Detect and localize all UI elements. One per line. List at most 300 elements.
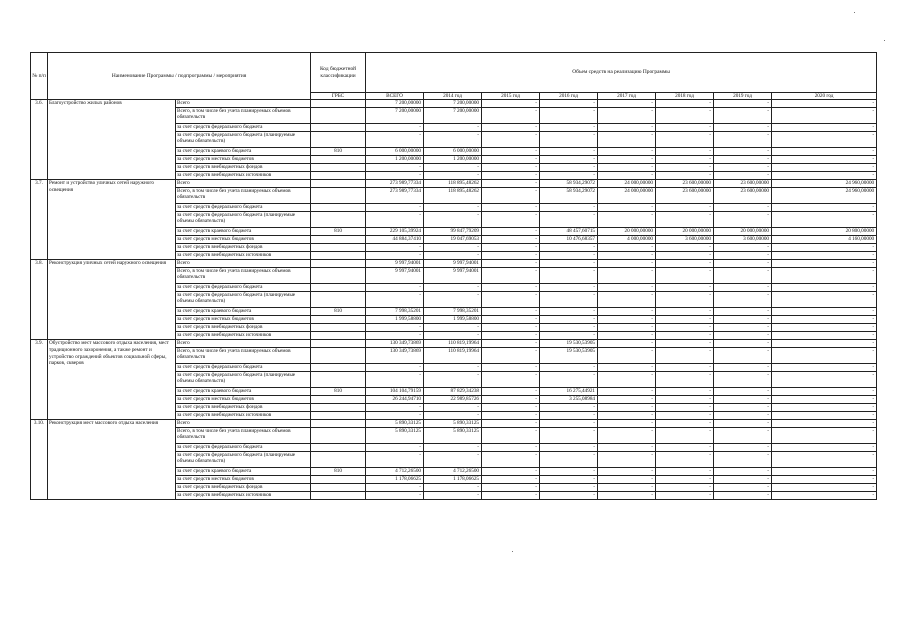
grbs-cell <box>311 324 366 332</box>
year-value-cell: - <box>772 132 877 148</box>
year-value-cell: - <box>772 348 877 364</box>
header-year-2015: 2015 год <box>482 93 540 100</box>
funding-source-label: за счет средств местных бюджетов <box>176 396 311 404</box>
year-value-cell: - <box>540 404 598 412</box>
grbs-cell <box>311 332 366 340</box>
funding-source-label: за счет средств краевого бюджета <box>176 468 311 476</box>
funding-source-label: за счет средств местных бюджетов <box>176 476 311 484</box>
year-value-cell: - <box>714 348 772 364</box>
year-value-cell: - <box>714 412 772 420</box>
year-value-cell: - <box>714 212 772 228</box>
section-number: 3.7. <box>31 180 48 260</box>
table-row <box>31 260 877 268</box>
total-cell: 1 999,58800 <box>366 316 424 324</box>
year-value-cell: - <box>482 100 540 108</box>
funding-source-label: за счет средств местных бюджетов <box>176 156 311 164</box>
grbs-cell <box>311 412 366 420</box>
year-value-cell: - <box>772 284 877 292</box>
year-value-cell: 23 600,00000 <box>656 188 714 204</box>
total-cell: 273 989,77334 <box>366 188 424 204</box>
year-value-cell: - <box>424 412 482 420</box>
year-value-cell: - <box>772 484 877 492</box>
year-value-cell: - <box>772 428 877 444</box>
total-cell: 4 712,26500 <box>366 468 424 476</box>
grbs-cell <box>311 340 366 348</box>
year-value-cell: - <box>598 452 656 468</box>
grbs-cell: 810 <box>311 308 366 316</box>
funding-source-label: за счет средств внебюджетных источников <box>176 172 311 180</box>
year-value-cell: - <box>482 348 540 364</box>
year-value-cell: - <box>772 252 877 260</box>
year-value-cell: - <box>598 364 656 372</box>
year-value-cell: - <box>482 484 540 492</box>
year-value-cell: 7 998,35201 <box>424 308 482 316</box>
total-cell: - <box>366 164 424 172</box>
year-value-cell: - <box>540 332 598 340</box>
year-value-cell: 23 600,00000 <box>656 180 714 188</box>
year-value-cell: - <box>598 388 656 396</box>
scan-speck <box>854 12 855 13</box>
year-value-cell: - <box>656 348 714 364</box>
year-value-cell: - <box>714 468 772 476</box>
year-value-cell: - <box>540 364 598 372</box>
funding-source-label: за счет средств внебюджетных источников <box>176 252 311 260</box>
year-value-cell: - <box>598 492 656 500</box>
year-value-cell: - <box>656 340 714 348</box>
total-cell: 5 890,33125 <box>366 428 424 444</box>
funding-source-label: Всего <box>176 100 311 108</box>
year-value-cell: - <box>656 388 714 396</box>
total-cell: 9 997,94001 <box>366 268 424 284</box>
year-value-cell: - <box>482 244 540 252</box>
year-value-cell: - <box>482 324 540 332</box>
year-value-cell: - <box>598 332 656 340</box>
total-cell: - <box>366 252 424 260</box>
year-value-cell: - <box>482 316 540 324</box>
year-value-cell: - <box>482 364 540 372</box>
grbs-cell <box>311 172 366 180</box>
year-value-cell: - <box>772 388 877 396</box>
grbs-cell <box>311 236 366 244</box>
year-value-cell: 22 989,85726 <box>424 396 482 404</box>
grbs-cell <box>311 100 366 108</box>
year-value-cell: - <box>482 340 540 348</box>
year-value-cell: - <box>540 172 598 180</box>
year-value-cell: - <box>482 164 540 172</box>
year-value-cell: - <box>772 172 877 180</box>
table-row <box>31 420 877 428</box>
year-value-cell: - <box>656 308 714 316</box>
year-value-cell: 19 047,69053 <box>424 236 482 244</box>
header-name: Наименование Программы / подпрограммы / мероприятия <box>48 53 311 100</box>
year-value-cell: - <box>482 108 540 124</box>
total-cell: - <box>366 324 424 332</box>
year-value-cell: - <box>540 268 598 284</box>
grbs-cell <box>311 212 366 228</box>
funding-source-label: Всего, в том числе без учета планируемых объемов обязательств <box>176 348 311 364</box>
year-value-cell: - <box>482 172 540 180</box>
total-cell: 6 000,00000 <box>366 148 424 156</box>
section-number: 3.9. <box>31 340 48 420</box>
grbs-cell <box>311 292 366 308</box>
total-cell: 26 244,94710 <box>366 396 424 404</box>
total-cell: - <box>366 244 424 252</box>
funding-source-label: Всего, в том числе без учета планируемых объемов обязательств <box>176 428 311 444</box>
year-value-cell: - <box>772 492 877 500</box>
year-value-cell: - <box>714 164 772 172</box>
year-value-cell: - <box>540 148 598 156</box>
year-value-cell: - <box>656 284 714 292</box>
year-value-cell: - <box>772 308 877 316</box>
year-value-cell: - <box>598 252 656 260</box>
header-year-2016: 2016 год <box>540 93 598 100</box>
year-value-cell: - <box>598 420 656 428</box>
year-value-cell: - <box>482 492 540 500</box>
year-value-cell: - <box>482 236 540 244</box>
total-cell: 44 884,37410 <box>366 236 424 244</box>
year-value-cell: - <box>772 100 877 108</box>
year-value-cell: - <box>424 212 482 228</box>
year-value-cell: - <box>656 268 714 284</box>
funding-source-label: за счет средств федерального бюджета <box>176 204 311 212</box>
funding-source-label: за счет средств краевого бюджета <box>176 148 311 156</box>
year-value-cell: - <box>714 156 772 164</box>
year-value-cell: - <box>714 340 772 348</box>
year-value-cell: - <box>424 164 482 172</box>
grbs-cell: 810 <box>311 468 366 476</box>
funding-source-label: за счет средств краевого бюджета <box>176 308 311 316</box>
year-value-cell: 10 476,68357 <box>540 236 598 244</box>
year-value-cell: - <box>482 228 540 236</box>
grbs-cell <box>311 188 366 204</box>
year-value-cell: - <box>598 108 656 124</box>
grbs-cell <box>311 244 366 252</box>
year-value-cell: - <box>656 324 714 332</box>
budget-table-sheet <box>30 52 877 500</box>
grbs-cell <box>311 364 366 372</box>
year-value-cell: - <box>540 492 598 500</box>
total-cell: - <box>366 452 424 468</box>
year-value-cell: - <box>656 476 714 484</box>
year-value-cell: - <box>598 372 656 388</box>
year-value-cell: - <box>540 324 598 332</box>
year-value-cell: - <box>772 404 877 412</box>
year-value-cell: - <box>656 172 714 180</box>
year-value-cell: 24 960,00000 <box>772 180 877 188</box>
year-value-cell: - <box>714 396 772 404</box>
year-value-cell: - <box>424 404 482 412</box>
total-cell: - <box>366 492 424 500</box>
year-value-cell: - <box>598 484 656 492</box>
year-value-cell: - <box>540 420 598 428</box>
total-cell: 229 105,39924 <box>366 228 424 236</box>
grbs-cell <box>311 268 366 284</box>
year-value-cell: - <box>540 124 598 132</box>
funding-source-label: Всего <box>176 180 311 188</box>
year-value-cell: - <box>540 212 598 228</box>
year-value-cell: 19 530,53905 <box>540 340 598 348</box>
total-cell: 1 178,06625 <box>366 476 424 484</box>
grbs-cell: 810 <box>311 388 366 396</box>
header-year-2017: 2017 год <box>598 93 656 100</box>
grbs-cell <box>311 284 366 292</box>
total-cell: - <box>366 292 424 308</box>
grbs-cell <box>311 452 366 468</box>
year-value-cell: - <box>482 372 540 388</box>
year-value-cell: - <box>424 124 482 132</box>
year-value-cell: - <box>482 204 540 212</box>
table-body <box>31 100 877 500</box>
year-value-cell: - <box>482 468 540 476</box>
year-value-cell: - <box>540 372 598 388</box>
total-cell: 104 104,79159 <box>366 388 424 396</box>
section-number: 3.8. <box>31 260 48 340</box>
year-value-cell: - <box>482 156 540 164</box>
year-value-cell: - <box>482 212 540 228</box>
funding-source-label: за счет средств краевого бюджета <box>176 228 311 236</box>
year-value-cell: - <box>656 132 714 148</box>
year-value-cell: - <box>656 212 714 228</box>
total-cell: 5 890,33125 <box>366 420 424 428</box>
year-value-cell: - <box>598 212 656 228</box>
year-value-cell: - <box>772 420 877 428</box>
year-value-cell: - <box>540 244 598 252</box>
grbs-cell <box>311 260 366 268</box>
funding-source-label: за счет средств внебюджетных фондов <box>176 164 311 172</box>
year-value-cell: 24 960,00000 <box>772 188 877 204</box>
year-value-cell: - <box>656 396 714 404</box>
year-value-cell: - <box>714 172 772 180</box>
year-value-cell: - <box>714 444 772 452</box>
year-value-cell: - <box>540 452 598 468</box>
year-value-cell: - <box>598 260 656 268</box>
year-value-cell: - <box>482 188 540 204</box>
grbs-cell <box>311 372 366 388</box>
total-cell: - <box>366 412 424 420</box>
year-value-cell: - <box>714 476 772 484</box>
year-value-cell: - <box>772 364 877 372</box>
year-value-cell: - <box>714 324 772 332</box>
funding-source-label: за счет средств федерального бюджета <box>176 364 311 372</box>
year-value-cell: - <box>714 244 772 252</box>
year-value-cell: 9 997,94001 <box>424 268 482 284</box>
year-value-cell: 99 847,79209 <box>424 228 482 236</box>
year-value-cell: 7 200,00000 <box>424 100 482 108</box>
header-num: № п/п <box>31 53 48 100</box>
year-value-cell: - <box>424 204 482 212</box>
year-value-cell: 5 890,33125 <box>424 428 482 444</box>
total-cell: - <box>366 372 424 388</box>
year-value-cell: - <box>772 268 877 284</box>
year-value-cell: - <box>424 252 482 260</box>
year-value-cell: - <box>714 428 772 444</box>
year-value-cell: 58 934,29072 <box>540 180 598 188</box>
year-value-cell: - <box>598 156 656 164</box>
year-value-cell: - <box>714 252 772 260</box>
year-value-cell: - <box>540 164 598 172</box>
year-value-cell: 5 890,33125 <box>424 420 482 428</box>
grbs-cell <box>311 252 366 260</box>
funding-source-label: за счет средств внебюджетных фондов <box>176 484 311 492</box>
year-value-cell: - <box>714 124 772 132</box>
funding-source-label: Всего, в том числе без учета планируемых объемов обязательств <box>176 108 311 124</box>
year-value-cell: - <box>656 108 714 124</box>
table-row <box>31 100 877 108</box>
year-value-cell: - <box>598 204 656 212</box>
year-value-cell: - <box>656 404 714 412</box>
total-cell: 7 998,35201 <box>366 308 424 316</box>
year-value-cell: - <box>540 308 598 316</box>
year-value-cell: - <box>714 132 772 148</box>
total-cell: 7 200,00000 <box>366 100 424 108</box>
year-value-cell: 24 000,00000 <box>598 180 656 188</box>
year-value-cell: - <box>540 156 598 164</box>
year-value-cell: - <box>656 244 714 252</box>
year-value-cell: - <box>540 252 598 260</box>
year-value-cell: - <box>598 132 656 148</box>
year-value-cell: 20 000,00000 <box>714 228 772 236</box>
year-value-cell: - <box>656 260 714 268</box>
header-year-2020: 2020 год <box>772 93 877 100</box>
year-value-cell: - <box>714 292 772 308</box>
year-value-cell: - <box>424 132 482 148</box>
year-value-cell: 6 000,00000 <box>424 148 482 156</box>
grbs-cell: 810 <box>311 148 366 156</box>
year-value-cell: - <box>598 396 656 404</box>
year-value-cell: - <box>598 244 656 252</box>
budget-table <box>30 52 877 500</box>
year-value-cell: - <box>772 372 877 388</box>
grbs-cell <box>311 180 366 188</box>
header-kbk: Код бюджетной классификации <box>311 53 366 93</box>
year-value-cell: - <box>598 324 656 332</box>
funding-source-label: за счет средств краевого бюджета <box>176 388 311 396</box>
total-cell: - <box>366 212 424 228</box>
section-title: Обустройство мест массового отдыха населения, мест традиционного захоронения, а также ремонт и устройство ограждений объектов социальной сферы, парков, скверов <box>48 340 176 420</box>
year-value-cell: - <box>772 108 877 124</box>
year-value-cell: - <box>482 452 540 468</box>
funding-source-label: Всего, в том числе без учета планируемых объемов обязательств <box>176 268 311 284</box>
grbs-cell <box>311 420 366 428</box>
total-cell: - <box>366 172 424 180</box>
header-year-2014: 2014 год <box>424 93 482 100</box>
funding-source-label: Всего, в том числе без учета планируемых объемов обязательств <box>176 188 311 204</box>
funding-source-label: за счет средств федерального бюджета (планируемые объемы обязательств) <box>176 132 311 148</box>
year-value-cell: - <box>424 332 482 340</box>
year-value-cell: 118 895,48262 <box>424 188 482 204</box>
year-value-cell: - <box>482 412 540 420</box>
year-value-cell: - <box>482 476 540 484</box>
grbs-cell <box>311 348 366 364</box>
scan-speck <box>884 40 885 41</box>
year-value-cell: - <box>540 292 598 308</box>
year-value-cell: - <box>714 308 772 316</box>
year-value-cell: - <box>424 172 482 180</box>
year-value-cell: - <box>714 452 772 468</box>
year-value-cell: 3 600,00000 <box>656 236 714 244</box>
year-value-cell: - <box>772 316 877 324</box>
year-value-cell: - <box>656 420 714 428</box>
year-value-cell: - <box>714 260 772 268</box>
year-value-cell: - <box>656 332 714 340</box>
funding-source-label: Всего <box>176 340 311 348</box>
total-cell: - <box>366 124 424 132</box>
total-cell: 7 200,00000 <box>366 108 424 124</box>
year-value-cell: 1 999,58800 <box>424 316 482 324</box>
year-value-cell: - <box>772 164 877 172</box>
year-value-cell: - <box>714 100 772 108</box>
year-value-cell: 3 600,00000 <box>714 236 772 244</box>
year-value-cell: - <box>482 180 540 188</box>
grbs-cell <box>311 484 366 492</box>
funding-source-label: за счет средств федерального бюджета <box>176 124 311 132</box>
funding-source-label: Всего <box>176 420 311 428</box>
total-cell: - <box>366 132 424 148</box>
grbs-cell <box>311 108 366 124</box>
year-value-cell: - <box>540 428 598 444</box>
year-value-cell: - <box>482 404 540 412</box>
funding-source-label: за счет средств федерального бюджета (планируемые объемы обязательств) <box>176 372 311 388</box>
year-value-cell: - <box>772 452 877 468</box>
year-value-cell: - <box>598 316 656 324</box>
year-value-cell: - <box>482 148 540 156</box>
grbs-cell <box>311 476 366 484</box>
year-value-cell: - <box>598 468 656 476</box>
year-value-cell: - <box>714 284 772 292</box>
year-value-cell: 48 457,60715 <box>540 228 598 236</box>
funding-source-label: за счет средств внебюджетных фондов <box>176 404 311 412</box>
year-value-cell: 4 000,00000 <box>598 236 656 244</box>
year-value-cell: - <box>714 268 772 284</box>
year-value-cell: - <box>714 364 772 372</box>
year-value-cell: - <box>772 148 877 156</box>
year-value-cell: - <box>540 412 598 420</box>
year-value-cell: 1 200,00000 <box>424 156 482 164</box>
year-value-cell: - <box>656 156 714 164</box>
grbs-cell <box>311 316 366 324</box>
year-value-cell: - <box>482 268 540 284</box>
section-title: Реконструкция мест массового отдыха населения <box>48 420 176 500</box>
year-value-cell: - <box>772 332 877 340</box>
year-value-cell: - <box>656 148 714 156</box>
total-cell: 130 349,73869 <box>366 340 424 348</box>
year-value-cell: - <box>482 260 540 268</box>
year-value-cell: - <box>598 284 656 292</box>
year-value-cell: - <box>482 420 540 428</box>
year-value-cell: - <box>598 100 656 108</box>
year-value-cell: - <box>656 252 714 260</box>
year-value-cell: - <box>482 444 540 452</box>
total-cell: 130 349,73869 <box>366 348 424 364</box>
year-value-cell: - <box>598 268 656 284</box>
year-value-cell: 110 819,19964 <box>424 340 482 348</box>
funding-source-label: за счет средств внебюджетных источников <box>176 332 311 340</box>
year-value-cell: - <box>540 204 598 212</box>
total-cell: - <box>366 404 424 412</box>
funding-source-label: за счет средств федерального бюджета (планируемые объемы обязательств) <box>176 452 311 468</box>
year-value-cell: - <box>714 148 772 156</box>
year-value-cell: 1 178,06625 <box>424 476 482 484</box>
year-value-cell: - <box>714 372 772 388</box>
year-value-cell: - <box>540 108 598 124</box>
year-value-cell: 19 530,53905 <box>540 348 598 364</box>
year-value-cell: - <box>598 124 656 132</box>
year-value-cell: 7 200,00000 <box>424 108 482 124</box>
grbs-cell <box>311 124 366 132</box>
funding-source-label: за счет средств федерального бюджета <box>176 284 311 292</box>
year-value-cell: - <box>714 420 772 428</box>
year-value-cell: - <box>540 484 598 492</box>
